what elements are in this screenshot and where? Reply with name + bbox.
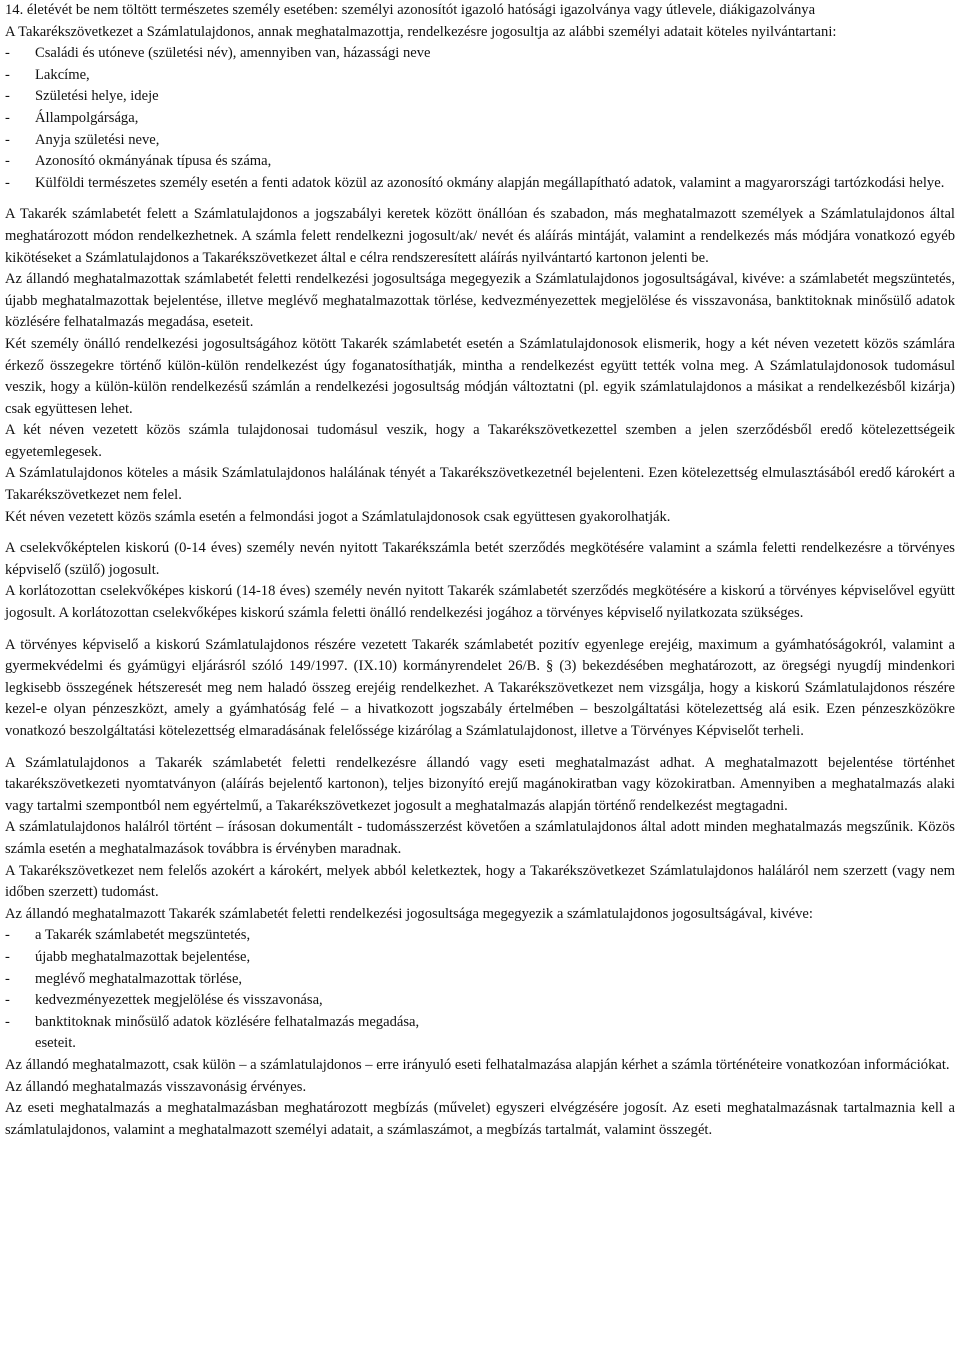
list-item: - Családi és utóneve (születési név), amennyiben van, házassági neve: [5, 43, 955, 65]
list-item: - újabb meghatalmazottak bejelentése,: [5, 947, 955, 969]
paragraph-spacer: [5, 528, 955, 538]
paragraph: Az állandó meghatalmazás visszavonásig érvényes.: [5, 1078, 307, 1095]
list-item: - Állampolgársága,: [5, 108, 955, 130]
paragraph: Az állandó meghatalmazott Takarék számlabetét feletti rendelkezési jogosultsága megegyezik a számlatulajdonos jogosultságával, kivéve:: [5, 905, 813, 922]
paragraph: A két néven vezetett közös számla tulajdonosai tudomásul veszik, hogy a Takarékszövetkezettel szemben a jelen szerződésből eredő kötelezettségeik egyetemlegesek.: [5, 422, 955, 460]
list-item: - kedvezményezettek megjelölése és visszavonása,: [5, 990, 955, 1012]
list-item: - banktitoknak minősülő adatok közlésére felhatalmazás megadása,: [5, 1012, 955, 1034]
paragraph: A Számlatulajdonos köteles a másik Számlatulajdonos halálának tényét a Takarékszövetkezetnél bejelenteni. Ezen kötelezettség elmulasztásából eredő károkért a Takarékszövetkezet nem felel.: [5, 465, 955, 504]
paragraph-spacer: [5, 625, 955, 635]
list-item: - Anyja születési neve,: [5, 130, 955, 152]
list-item: - Lakcíme,: [5, 65, 955, 87]
paragraph: Két néven vezetett közös számla esetén a felmondási jogot a Számlatulajdonosok csak együttesen gyakorolhatják.: [5, 508, 671, 525]
list-item: - meglévő meghatalmazottak törlése,: [5, 969, 955, 991]
paragraph: Az állandó meghatalmazott, csak külön – a számlatulajdonos – erre irányuló eseti felhatalmazása alapján kérhet a számla történéteire vonatkozóan információkat.: [5, 1056, 950, 1073]
paragraph: Az állandó meghatalmazottak számlabetét feletti rendelkezési jogosultsága megegyezik a Számlatulajdonos jogosultságával, kivéve: a számlabetét megszüntetés, újabb meghatalmazottak bejelentése, illetve meglévő meghatalmazottak törlése, kedvezményezettek megjelölése és visszavonása, banktitoknak minősülő adatok közlésére felhatalmazás megadása, eseteit.: [5, 271, 955, 331]
dash-list: [5, 43, 955, 194]
paragraph: Az eseti meghatalmazás a meghatalmazásban meghatározott megbízás (művelet) egyszeri elvégzésére jogosít. Az eseti meghatalmazásnak tartalmaznia kell a számlatulajdonos, valamint a meghatalmazott személyi adatait, a számlaszámot, a megbízás tartalmát, valamint összegét.: [5, 1100, 955, 1138]
paragraph: A törvényes képviselő a kiskorú Számlatulajdonos részére vezetett Takarék számlabetét pozitív egyenlege erejéig, maximum a gyámhatóságokról, valamint a gyermekvédelmi és gyámügyi eljárásról szóló 149/1997. (IX.10) kormányrendelet 26/B. § (3) bekezdésében meghatározott, az öregségi nyugdíj mindenkori legkisebb összegének hétszeresét meg nem haladó összeg erejéig rendelkezhet. A Takarékszövetkezet nem vizsgálja, hogy a kiskorú Számlatulajdonos részére kezel-e olyan pénzeszközt, amely a gyámhatóság felé – a hivatkozott jogszabály értelmében – beszolgáltatási kötelezettség alá esik. Ezen pénzeszközökre vonatkozó beszolgáltatási kötelezettség elmaradásának felelőssége kizárólag a Számlatulajdonost, illetve a Törvényes Képviselőt terheli.: [5, 636, 955, 739]
list-trailing-text: eseteit.: [35, 1035, 76, 1052]
paragraph: A Takarék számlabetét felett a Számlatulajdonos a jogszabályi keretek között önállóan és szabadon, más meghatalmazott személyek a Számlatulajdonos által meghatározott módon rendelkezhetnek. A számla felett rendelkezni jogosult/ak/ nevét és aláírás mintáját, valamint a rendelkezés más módjára vonatkozó egyéb kikötéseket a Számlatulajdonos a Takarékszövetkezet által e célra rendszeresített aláírás nyilvántartó kartonon jelenti be.: [5, 206, 955, 266]
paragraph-spacer: [5, 194, 955, 204]
paragraph: A Számlatulajdonos a Takarék számlabetét feletti rendelkezésre állandó vagy eseti meghatalmazást adhat. A meghatalmazott bejelentése történhet takarékszövetkezeti nyomtatványon (aláírás bejelentő kartonon), teljes bizonyító erejű magánokiratban vagy közokiratban. Amennyiben a meghatalmazás alaki vagy tartalmi szempontból nem egyértelmű, a Takarékszövetkezet jogosult a meghatalmazás alapján történő rendelkezést megtagadni.: [5, 754, 955, 814]
paragraph: A korlátozottan cselekvőképes kiskorú (14-18 éves) személy nevén nyitott Takarék számlabetét szerződés megkötésére a kiskorú a törvényes képviselővel együtt jogosult. A korlátozottan cselekvőképes kiskorú számla feletti önálló rendelkezési jogához a törvényes képviselő nyilatkozata szükséges.: [5, 583, 955, 622]
paragraph: Két személy önálló rendelkezési jogosultságához kötött Takarék számlabetét esetén a Számlatulajdonosok elismerik, hogy a két néven vezetett közös számlára érkező összegekre történő külön-külön rendelkezést úgy foganatosíthatják, mintha a rendelkezést együtt tették volna meg. A Számlatulajdonosok tudomásul veszik, hogy a külön-külön rendelkezésű számlán a rendelkezési jogosultság módján változtatni (pl. egyik számlatulajdonos a másikat a rendelkezésből kizárja) csak együttesen lehet.: [5, 335, 955, 417]
list-item: - a Takarék számlabetét megszüntetés,: [5, 925, 955, 947]
paragraph: A Takarékszövetkezet a Számlatulajdonos, annak meghatalmazottja, rendelkezésre jogosultja az alábbi személyi adatait köteles nyilvántartani:: [5, 23, 837, 40]
list-item: - Külföldi természetes személy esetén a fenti adatok közül az azonosító okmány alapján megállapítható adatok, valamint a magyarországi tartózkodási helye.: [5, 173, 955, 195]
dash-list: [5, 925, 955, 1033]
paragraph-spacer: [5, 743, 955, 753]
paragraph: 14. életévét be nem töltött természetes személy esetében: személyi azonosítót igazoló hatósági igazolványa vagy útlevele, diákigazolványa: [5, 2, 816, 18]
paragraph: A számlatulajdonos halálról történt – írásosan dokumentált - tudomásszerzést követően a számlatulajdonos által adott minden meghatalmazás megszűnik. Közös számla esetén a meghatalmazások továbbra is érvényben maradnak.: [5, 819, 955, 857]
list-item: - Születési helye, ideje: [5, 86, 955, 108]
paragraph: A Takarékszövetkezet nem felelős azokért a károkért, melyek abból keletkeztek, hogy a Takarékszövetkezet Számlatulajdonos haláláról nem szerzett (vagy nem időben szerzett) tudomást.: [5, 862, 955, 901]
list-item: - Azonosító okmányának típusa és száma,: [5, 151, 955, 173]
paragraph: A cselekvőképtelen kiskorú (0-14 éves) személy nevén nyitott Takarékszámla betét szerződés megkötésére valamint a számla feletti rendelkezésre a törvényes képviselő (szülő) jogosult.: [5, 540, 955, 578]
